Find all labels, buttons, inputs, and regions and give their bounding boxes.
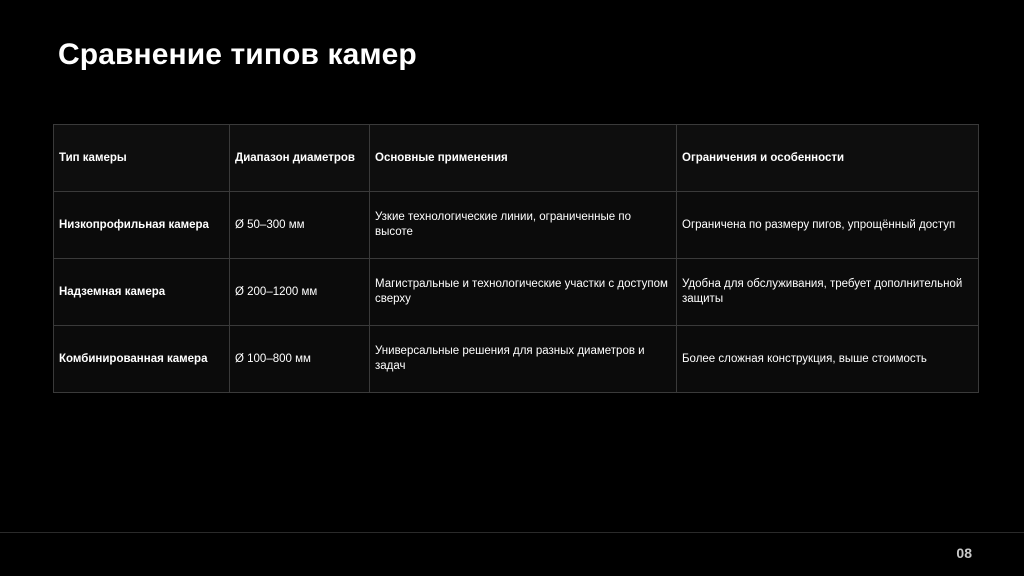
cell-limitations: Удобна для обслуживания, требует дополнительной защиты — [677, 259, 979, 326]
table-row — [54, 259, 979, 326]
table-row — [54, 326, 979, 393]
footer-divider — [0, 532, 1024, 533]
cell-camera-type: Комбинированная камера — [54, 326, 230, 393]
header-camera-type: Тип камеры — [54, 125, 230, 192]
cell-diameter-range: Ø 200–1200 мм — [230, 259, 370, 326]
header-diameter-range: Диапазон диаметров — [230, 125, 370, 192]
table-row — [54, 192, 979, 259]
header-limitations: Ограничения и особенности — [677, 125, 979, 192]
cell-diameter-range: Ø 100–800 мм — [230, 326, 370, 393]
table-header-row — [54, 125, 979, 192]
comparison-table — [53, 124, 979, 393]
cell-applications: Магистральные и технологические участки с доступом сверху — [370, 259, 677, 326]
comparison-table-container — [53, 124, 978, 393]
cell-applications: Узкие технологические линии, ограниченные по высоте — [370, 192, 677, 259]
cell-diameter-range: Ø 50–300 мм — [230, 192, 370, 259]
cell-limitations: Ограничена по размеру пигов, упрощённый доступ — [677, 192, 979, 259]
cell-limitations: Более сложная конструкция, выше стоимость — [677, 326, 979, 393]
page-number: 08 — [956, 545, 972, 561]
cell-applications: Универсальные решения для разных диаметров и задач — [370, 326, 677, 393]
cell-camera-type: Надземная камера — [54, 259, 230, 326]
header-applications: Основные применения — [370, 125, 677, 192]
cell-camera-type: Низкопрофильная камера — [54, 192, 230, 259]
slide-title: Сравнение типов камер — [58, 38, 417, 71]
